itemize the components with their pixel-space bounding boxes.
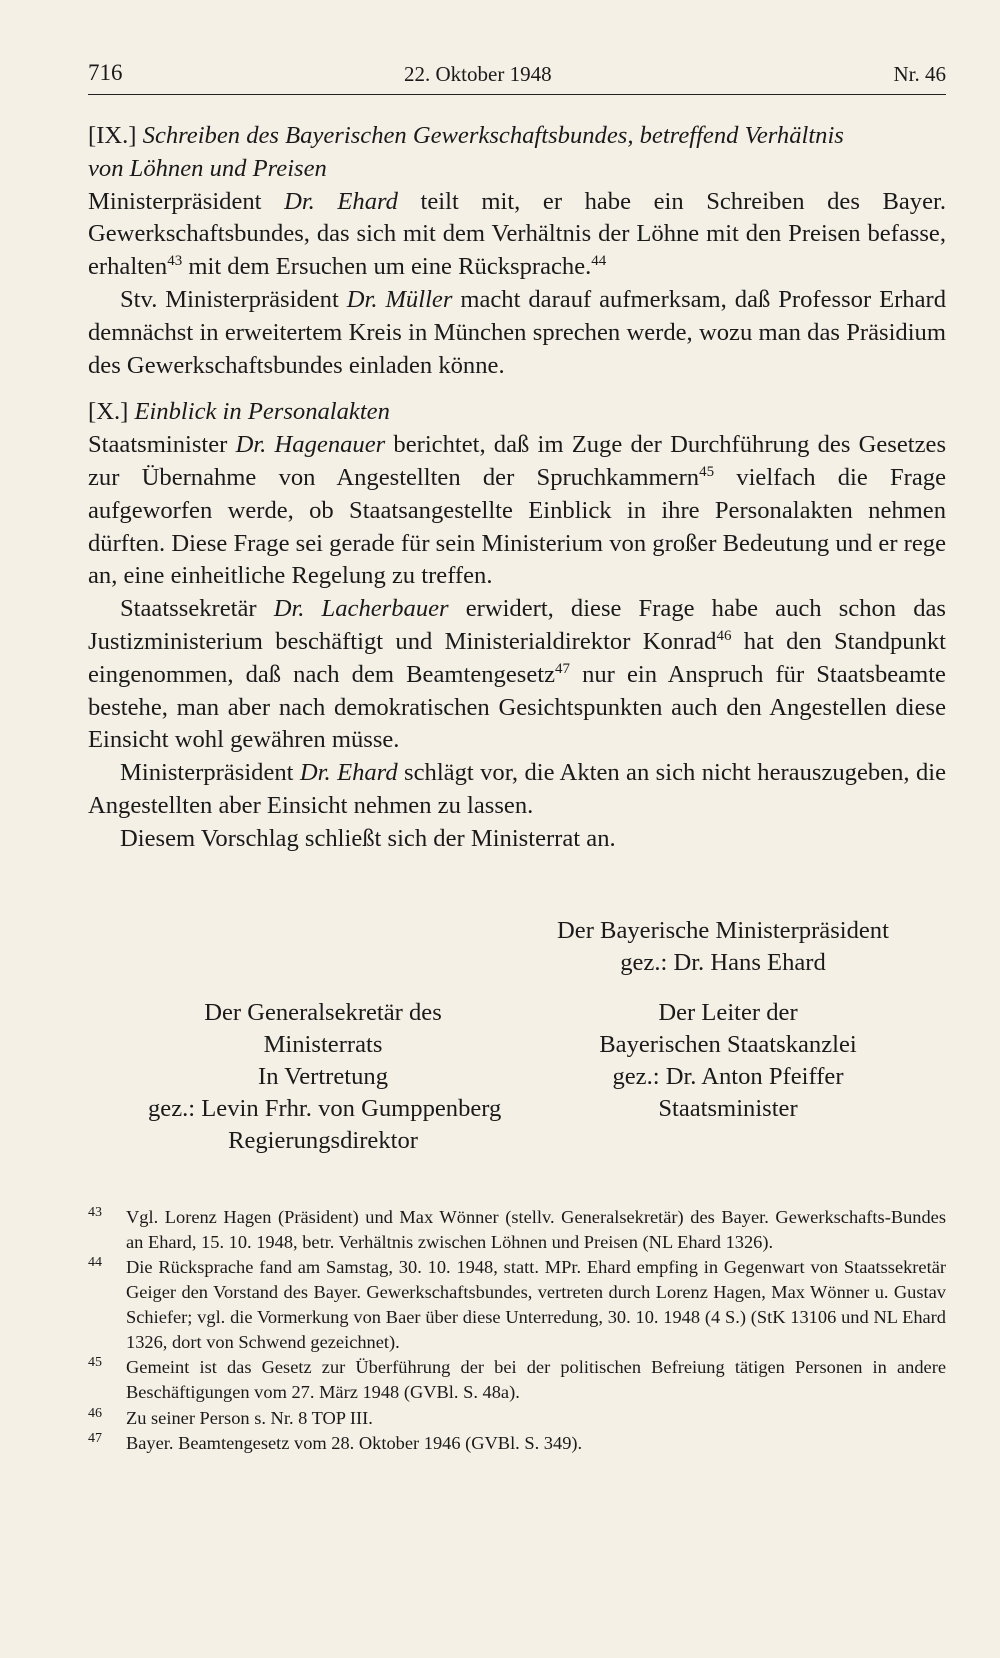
signature-line: Bayerischen Staatskanzlei — [599, 1031, 857, 1058]
signature-line: Der Bayerische Ministerpräsident — [557, 917, 889, 944]
paragraph-text: mit dem Ersuchen um eine Rücksprache. — [182, 253, 592, 281]
section-x-paragraph-1 — [88, 429, 946, 593]
footnote-ref-47[interactable]: 47 — [554, 660, 570, 677]
footnote-number: 44 — [88, 1255, 102, 1271]
paragraph-text: teilt mit, er habe ein Schreiben des Bayer. Gewerkschaftsbundes, das sich mit dem Verhältnis der Löhne mit den Preisen befasse, erhalten — [88, 187, 947, 281]
paragraph-text: Ministerpräsident — [88, 187, 285, 215]
signature-line: Regierungsdirektor — [228, 1127, 418, 1154]
paragraph-text: vielfach die Frage aufgeworfen werde, ob Staatsangestellte Einblick in ihre Personalakten nehmen dürften. Diese Frage sei gerade für sein Ministerium von großer Bedeutung und er rege an, eine einheitliche Regelung zu treffen. — [88, 463, 946, 590]
page-header — [88, 60, 946, 94]
signature-generalsekretaer — [148, 997, 502, 1157]
speaker-name: Dr. Ehard — [284, 187, 398, 215]
paragraph-text: erwidert, diese Frage habe auch schon das Justizministerium beschäftigt und Ministerialdirektor Konrad — [88, 595, 946, 655]
section-x-paragraph-3 — [88, 757, 946, 823]
paragraph-text: macht darauf aufmerksam, daß Professor Erhard demnächst in erweitertem Kreis in München sprechen werde, wozu man das Präsidium des Gewerkschaftsbundes einladen könne. — [88, 285, 946, 379]
header-rule — [88, 94, 946, 95]
footnote-ref-46[interactable]: 46 — [716, 627, 732, 644]
header-date: 22. Oktober 1948 — [404, 62, 552, 86]
signature-line: In Vertretung — [258, 1063, 388, 1090]
footnote-46 — [88, 1406, 946, 1431]
footnote-text: Zu seiner Person s. Nr. 8 TOP III. — [126, 1407, 373, 1428]
footnote-text: Gemeint ist das Gesetz zur Überführung der bei der politischen Befreiung tätigen Personen in andere Beschäftigungen vom 27. März 1948 (GVBl. S. 48a). — [126, 1357, 946, 1402]
paragraph-text: berichtet, daß im Zuge der Durchführung des Gesetzes zur Übernahme von Angestellten der Spruchkammern — [88, 431, 947, 491]
footnote-43 — [88, 1205, 946, 1254]
paragraph-text: Staatssekretär — [120, 595, 274, 623]
section-x-title: Einblick in Personalakten — [134, 398, 390, 426]
section-ix-paragraph-1 — [88, 186, 946, 284]
paragraph-text: schlägt vor, die Akten an sich nicht herauszugeben, die Angestellten aber Einsicht nehmen zu lassen. — [88, 759, 946, 819]
document-body — [88, 120, 946, 856]
footnote-text: Vgl. Lorenz Hagen (Präsident) und Max Wönner (stellv. Generalsekretär) des Bayer. Gewerkschafts-Bundes an Ehard, 15. 10. 1948, betr. Verhältnis zwischen Löhnen und Preisen (NL Ehard 1326). — [126, 1207, 946, 1252]
signature-line: gez.: Dr. Hans Ehard — [620, 949, 826, 976]
footnotes — [88, 1205, 946, 1457]
signature-line: Der Leiter der — [658, 999, 798, 1026]
footnote-44 — [88, 1255, 946, 1354]
section-ix-number: [IX.] — [88, 122, 137, 149]
speaker-name: Dr. Hagenauer — [235, 431, 386, 459]
speaker-name: Dr. Müller — [346, 285, 453, 313]
signature-line: gez.: Levin Frhr. von Gumppenberg — [148, 1095, 502, 1122]
section-x-paragraph-4: Diesem Vorschlag schließt sich der Ministerrat an. — [120, 824, 616, 852]
signature-line: Der Generalsekretär des — [204, 999, 442, 1026]
footnote-ref-43[interactable]: 43 — [167, 253, 183, 269]
section-ix-title-line2: von Löhnen und Preisen — [88, 154, 327, 182]
paragraph-text: Staatsminister — [88, 431, 236, 459]
section-ix-title-line1: Schreiben des Bayerischen Gewerkschaftsbundes, betreffend Verhältnis — [142, 122, 844, 149]
section-x-number: [X.] — [88, 398, 129, 426]
section-x-paragraph-2 — [88, 593, 946, 757]
paragraph-text: hat den Standpunkt eingenommen, daß nach dem Beamtengesetz — [88, 627, 947, 688]
paragraph-text: nur ein Anspruch für Staatsbeamte bestehe, man aber nach demokratischen Gesichtspunkten auch den Angestellen diese Einsicht wohl gewähren müsse. — [88, 660, 946, 754]
footnote-text: Bayer. Beamtengesetz vom 28. Oktober 1946 (GVBl. S. 349). — [126, 1433, 583, 1454]
header-issue-number: Nr. 46 — [893, 62, 946, 86]
section-x-heading — [88, 396, 946, 429]
signature-ministerpraesident — [538, 915, 908, 979]
signature-line: Staatsminister — [658, 1095, 798, 1122]
section-ix-paragraph-2 — [88, 284, 946, 382]
footnote-number: 47 — [88, 1431, 102, 1447]
footnote-ref-44[interactable]: 44 — [591, 253, 607, 269]
footnote-45 — [88, 1355, 946, 1404]
footnote-ref-45[interactable]: 45 — [699, 463, 715, 480]
section-ix-heading — [88, 120, 946, 186]
footnote-number: 45 — [88, 1355, 102, 1371]
footnote-47 — [88, 1431, 946, 1456]
paragraph-text: Stv. Ministerpräsident — [120, 285, 347, 313]
footnote-text: Die Rücksprache fand am Samstag, 30. 10. 1948, statt. MPr. Ehard empfing in Gegenwart von Staatssekretär Geiger den Vorstand des Bayer. Gewerkschaftsbundes, vertreten durch Lorenz Hagen, Max Wönner u. Gustav Schiefer; vgl. die Vormerkung von Baer über diese Unterredung, 30. 10. 1948 (4 S.) (StK 13106 und NL Ehard 1326, dort von Schwend gezeichnet). — [126, 1257, 946, 1352]
signature-line: Ministerrats — [263, 1031, 383, 1058]
signature-staatskanzlei — [578, 997, 878, 1125]
speaker-name: Dr. Ehard — [299, 759, 398, 787]
paragraph-text: Ministerpräsident — [120, 759, 300, 787]
footnote-number: 43 — [88, 1205, 102, 1220]
speaker-name: Dr. Lacherbauer — [273, 595, 449, 623]
page-number: 716 — [88, 60, 123, 85]
footnote-number: 46 — [88, 1405, 102, 1421]
signature-line: gez.: Dr. Anton Pfeiffer — [612, 1063, 844, 1090]
